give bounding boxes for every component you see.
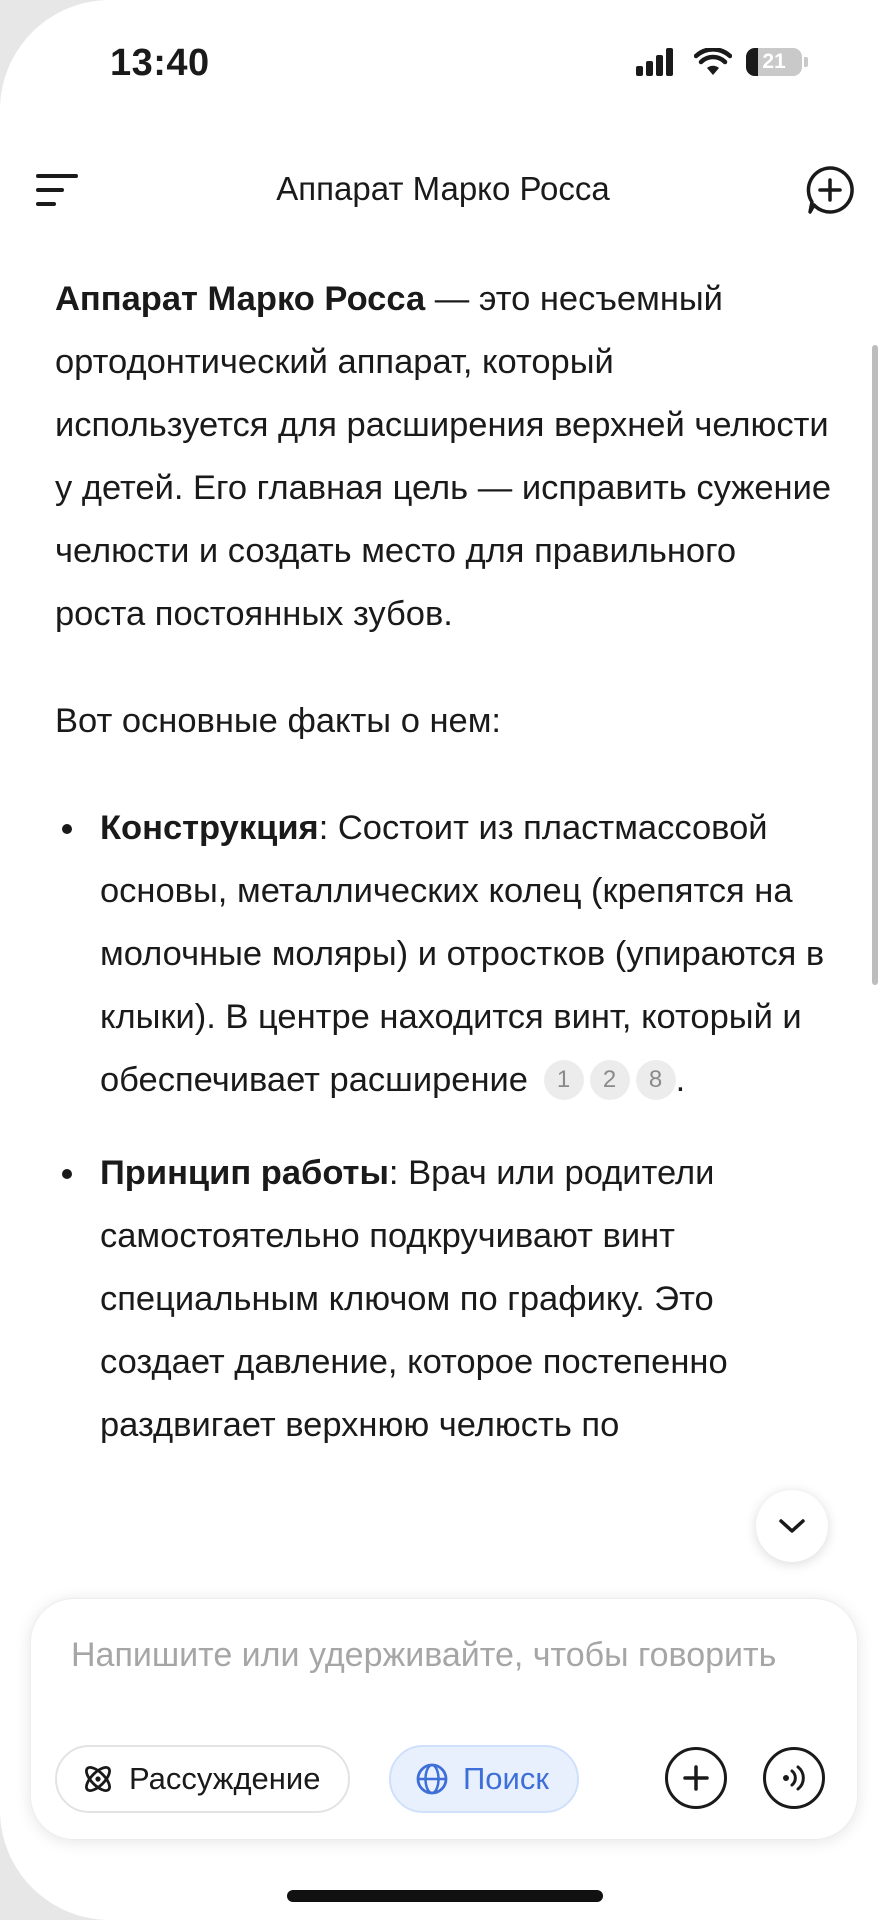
citation-badge[interactable]: 1 bbox=[544, 1060, 584, 1100]
list-item bbox=[55, 1142, 835, 1457]
reasoning-toggle[interactable] bbox=[55, 1745, 350, 1813]
scroll-down-button[interactable] bbox=[756, 1490, 828, 1562]
attach-button[interactable] bbox=[665, 1747, 727, 1809]
battery-icon bbox=[746, 48, 802, 76]
bullet-text: : Врач или родители самостоятельно подкручивают винт специальным ключом по графику. Это создает давление, которое постепенно раздвигает верхнюю челюсть по bbox=[100, 1154, 728, 1444]
header bbox=[0, 160, 886, 220]
bullet-text: : Состоит из пластмассовой основы, металлических колец (крепятся на молочные моляры) и отростков (упираются в клыки). В центре находится винт, который и обеспечивает расширение bbox=[100, 809, 825, 1099]
list-item bbox=[55, 797, 835, 1112]
bottom-fade bbox=[0, 1500, 886, 1610]
search-label: Поиск bbox=[463, 1761, 549, 1796]
bullet-term: Конструкция bbox=[100, 809, 319, 847]
citation-badge[interactable]: 8 bbox=[636, 1060, 676, 1100]
citation-badge[interactable]: 2 bbox=[590, 1060, 630, 1100]
bullet-end: . bbox=[675, 1061, 686, 1099]
signal-icon bbox=[636, 48, 680, 76]
battery-tip bbox=[804, 57, 808, 67]
intro-paragraph bbox=[55, 268, 835, 646]
battery-level: 21 bbox=[762, 50, 786, 73]
search-toggle[interactable] bbox=[389, 1745, 579, 1813]
message-input[interactable] bbox=[69, 1635, 833, 1676]
atom-icon bbox=[81, 1762, 115, 1796]
assistant-message bbox=[55, 268, 835, 1487]
globe-icon bbox=[415, 1762, 449, 1796]
new-chat-icon[interactable] bbox=[804, 164, 856, 216]
chevron-down-icon bbox=[777, 1516, 807, 1536]
scrollbar[interactable] bbox=[872, 345, 878, 985]
facts-list bbox=[55, 797, 835, 1457]
intro-bold: Аппарат Марко Росса bbox=[55, 280, 426, 318]
home-indicator[interactable] bbox=[287, 1890, 603, 1902]
bullet-term: Принцип работы bbox=[100, 1154, 389, 1192]
facts-heading: Вот основные факты о нем: bbox=[55, 702, 502, 740]
plus-icon bbox=[680, 1762, 712, 1794]
intro-text: — это несъемный ортодонтический аппарат, который используется для расширения верхней челюсти у детей. Его главная цель — исправить сужение челюсти и создать место для правильного роста постоянных зубов. bbox=[55, 280, 832, 633]
composer bbox=[30, 1598, 858, 1840]
status-time: 13:40 bbox=[110, 42, 210, 84]
reasoning-label: Рассуждение bbox=[129, 1761, 321, 1796]
voice-wave-icon bbox=[777, 1761, 811, 1795]
wifi-icon bbox=[694, 48, 732, 76]
page-title: Аппарат Марко Росса bbox=[276, 170, 610, 207]
voice-button[interactable] bbox=[763, 1747, 825, 1809]
status-icons bbox=[636, 48, 808, 76]
